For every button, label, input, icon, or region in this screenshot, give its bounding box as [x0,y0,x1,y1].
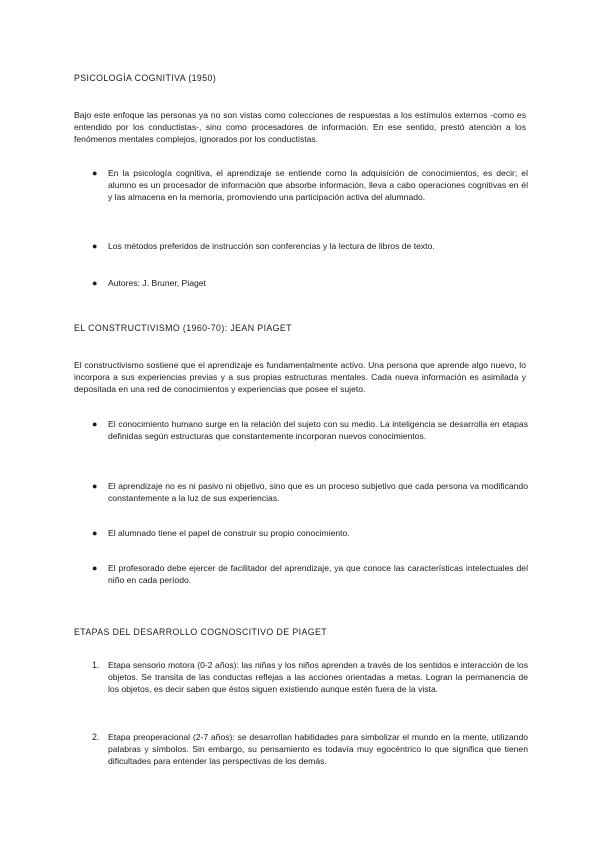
numbered-item-text: Etapa preoperacional (2-7 años): se desarrollan habilidades para simbolizar el mundo en la mente, utilizando palabras y símbolos. Sin embargo, su pensamiento es todavía muy egocéntrico lo que significa que tienen dificultades para entender las perspectivas de los demás. [108,732,528,766]
bullet-text: El profesorado debe ejercer de facilitador del aprendizaje, ya que conoce las características intelectuales del niño en cada período. [108,563,528,585]
bullet-marker-icon: ● [92,168,98,178]
bullet-marker-icon: ● [92,481,98,491]
bullet-text: El aprendizaje no es ni pasivo ni objetivo, sino que es un proceso subjetivo que cada persona va modificando constantemente a la luz de sus experiencias. [108,481,528,503]
bullet-marker-icon: ● [92,278,98,288]
section-heading-etapas-piaget: ETAPAS DEL DESARROLLO COGNOSCITIVO DE PIAGET [74,627,328,637]
section-heading-constructivismo: EL CONSTRUCTIVISMO (1960-70): JEAN PIAGET [74,323,292,333]
bullet-marker-icon: ● [92,528,98,538]
item-number: 1. [92,660,100,670]
bullet-marker-icon: ● [92,563,98,573]
section-heading-psicologia-cognitiva: PSICOLOGÍA COGNITIVA (1950) [74,73,217,83]
bullet-marker-icon: ● [92,419,98,429]
paragraph-psicologia-cognitiva: Bajo este enfoque las personas ya no son vistas como colecciones de respuestas a los estímulos externos -como es entendido por los conductistas-, sino como procesadores de información. En ese sentido, prestó atención a los fenómenos mentales complejos, ignorados por los conductistas. [74,110,526,144]
bullet-text: El alumnado tiene el papel de construir su propio conocimiento. [108,528,350,538]
paragraph-constructivismo: El constructivismo sostiene que el aprendizaje es fundamentalmente activo. Una persona que aprende algo nuevo, lo incorpora a sus experiencias previas y a sus propias estructuras mentales. Cada nueva información es asimilada y depositada en una red de conocimientos y experiencias que posee el sujeto. [74,360,526,394]
bullet-marker-icon: ● [92,241,98,251]
numbered-item-text: Etapa sensorio motora (0-2 años): las niñas y los niños aprenden a través de los sentidos e interacción de los objetos. Se transita de las conductas reflejas a las acciones orientadas a metas. Logran la permanencia de los objetos, es decir saben que éstos siguen existiendo aunque estén fuera de la vista. [108,660,528,694]
bullet-text: Autores: J. Bruner, Piaget [108,278,206,288]
bullet-text: En la psicología cognitiva, el aprendizaje se entiende como la adquisición de conocimientos, es decir; el alumno es un procesador de información que absorbe información, lleva a cabo operaciones cognitivas en él y las almacena en la memoria, promoviendo una participación activa del alumnado. [108,168,528,202]
bullet-text: El conocimiento humano surge en la relación del sujeto con su medio. La inteligencia se desarrolla en etapas definidas según estructuras que constantemente incorporan nuevos conocimientos. [108,419,528,441]
bullet-text: Los métodos preferidos de instrucción son conferencias y la lectura de libros de texto. [108,241,435,251]
item-number: 2. [92,732,100,742]
